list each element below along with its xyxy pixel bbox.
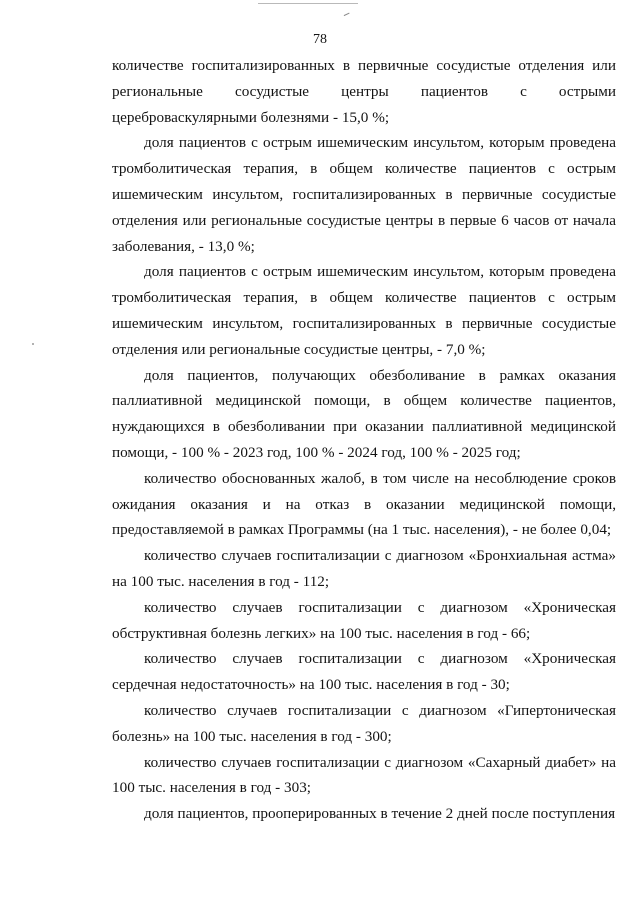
document-body bbox=[112, 53, 616, 827]
page-number: 78 bbox=[313, 32, 327, 47]
paragraph: доля пациентов с острым ишемическим инсультом, которым проведена тромболитическая терапия, в общем количестве пациентов с острым ишемическим инсультом, госпитализированных в первичные сосудистые отделения или региональные сосудистые центры в первые 6 часов от начала заболевания, - 13,0 %; bbox=[112, 134, 616, 255]
paragraph: количество случаев госпитализации с диагнозом «Хроническая обструктивная болезнь легких» на 100 тыс. населения в год - 66; bbox=[112, 598, 616, 642]
paragraph: количество случаев госпитализации с диагнозом «Сахарный диабет» на 100 тыс. населения в год - 303; bbox=[112, 753, 616, 797]
paragraph: количество случаев госпитализации с диагнозом «Бронхиальная астма» на 100 тыс. населения в год - 112; bbox=[112, 547, 616, 590]
paragraph: количество случаев госпитализации с диагнозом «Хроническая сердечная недостаточность» на 100 тыс. населения в год - 30; bbox=[112, 650, 616, 694]
paragraph: количество обоснованных жалоб, в том числе на несоблюдение сроков ожидания оказания и на отказ в оказании медицинской помощи, предоставляемой в рамках Программы (на 1 тыс. населения), - не более 0,04; bbox=[112, 469, 616, 539]
paragraph-continuation: количестве госпитализированных в первичные сосудистые отделения или региональные сосудистые центры пациентов с острыми цереброваскулярными болезнями - 15,0 %; bbox=[112, 57, 616, 126]
paragraph: количество случаев госпитализации с диагнозом «Гипертоническая болезнь» на 100 тыс. населения в год - 300; bbox=[112, 701, 616, 745]
scan-mark bbox=[342, 10, 349, 16]
scan-speck bbox=[32, 343, 34, 345]
paragraph-truncated: доля пациентов, прооперированных в течение 2 дней после поступления bbox=[144, 805, 616, 823]
paragraph: доля пациентов, получающих обезболивание в рамках оказания паллиативной медицинской помощи, в общем количестве пациентов, нуждающихся в обезболивании при оказании паллиативной медицинской помощи, - 100 % - 2023 год, 100 % - 2024 год, 100 % - 2025 год; bbox=[112, 366, 616, 461]
scan-edge-line bbox=[258, 3, 358, 4]
paragraph: доля пациентов с острым ишемическим инсультом, которым проведена тромболитическая терапия, в общем количестве пациентов с острым ишемическим инсультом, госпитализированных в первичные сосудистые отделения или региональные сосудистые центры, - 7,0 %; bbox=[112, 263, 616, 358]
